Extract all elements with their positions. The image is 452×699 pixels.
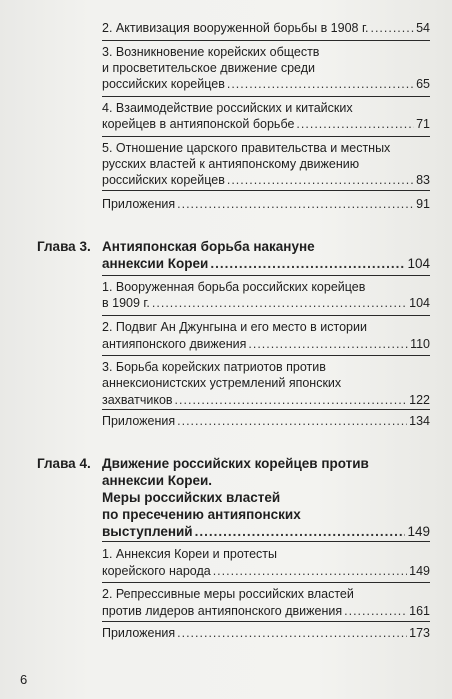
leader-dots [152, 295, 407, 311]
chapter-title: выступлений [102, 524, 193, 539]
toc-page-number: 65 [416, 77, 430, 91]
divider [102, 136, 430, 137]
toc-entry-line [102, 76, 430, 92]
toc-entry-title: 2. Репрессивные меры российских властей [102, 587, 354, 601]
chapter-title-line [102, 255, 430, 272]
toc-entry-line [102, 295, 430, 311]
toc-entry-line [102, 116, 430, 132]
leader-dots [227, 76, 414, 92]
divider [102, 40, 430, 41]
toc-entry-title: антияпонского движения [102, 337, 247, 351]
chapter-title: аннексии Кореи [102, 256, 209, 271]
toc-entry-title: Приложения [102, 626, 176, 640]
toc-entry-title: против лидеров антияпонского движения [102, 604, 343, 618]
divider [102, 355, 430, 356]
toc-entry-line [102, 413, 430, 429]
toc-entry-title: в 1909 г. [102, 296, 150, 310]
toc-entry-title: захватчиков [102, 393, 173, 407]
toc-entry-title: российских корейцев [102, 173, 225, 187]
leader-dots [213, 563, 407, 579]
chapter-title: по пресечению антияпонских [102, 507, 301, 522]
toc-page-number: 104 [409, 296, 430, 310]
toc-entry-title: Приложения [102, 414, 176, 428]
chapter-label: Глава 3. [37, 239, 91, 254]
toc-page-number: 91 [416, 197, 430, 211]
toc-entry-title: 2. Активизация вооруженной борьбы в 1908 г. [102, 21, 369, 35]
leader-dots [175, 392, 408, 408]
toc-entry-title: Приложения [102, 197, 176, 211]
toc-page-number: 173 [409, 626, 430, 640]
chapter-title: аннексии Кореи. [102, 473, 213, 488]
leader-dots [195, 523, 406, 540]
chapter-title: Меры российских властей [102, 490, 281, 505]
toc-page-number: 54 [416, 21, 430, 35]
leader-dots [296, 116, 414, 132]
leader-dots [227, 172, 414, 188]
divider [102, 190, 430, 191]
toc-entry-line [102, 336, 430, 352]
toc-page-number: 71 [416, 117, 430, 131]
toc-entry-line [102, 603, 430, 619]
leader-dots [370, 20, 414, 36]
toc-entry-line [102, 625, 430, 641]
toc-entry-title: аннексионистских устремлений японских [102, 376, 342, 390]
leader-dots [177, 196, 414, 212]
chapter-title: Движение российских корейцев против [102, 456, 369, 471]
toc-entry-line [102, 196, 430, 212]
toc-page-number: 122 [409, 393, 430, 407]
toc-entry-title: русских властей к антияпонскому движению [102, 157, 360, 171]
toc-entry-title: 1. Аннексия Кореи и протесты [102, 547, 278, 561]
toc-page-number: 110 [410, 337, 430, 351]
chapter-title: Антияпонская борьба накануне [102, 239, 315, 254]
toc-page-number: 104 [407, 256, 430, 271]
toc-page-number: 161 [409, 604, 430, 618]
chapter-label: Глава 4. [37, 456, 91, 471]
toc-entry-line [102, 563, 430, 579]
toc-page-number: 83 [416, 173, 430, 187]
toc-entry-title: 2. Подвиг Ан Джунгына и его место в истории [102, 320, 367, 334]
leader-dots [344, 603, 407, 619]
leader-dots [248, 336, 408, 352]
toc-entry-line [102, 392, 430, 408]
toc-entry-line [102, 20, 430, 36]
chapter-title-line [102, 523, 430, 540]
toc-entry-title: 3. Возникновение корейских обществ [102, 45, 320, 59]
divider [102, 315, 430, 316]
divider [102, 96, 430, 97]
toc-entry-title: 5. Отношение царского правительства и местных [102, 141, 391, 155]
toc-entry-title: корейцев в антияпонской борьбе [102, 117, 295, 131]
leader-dots [210, 255, 405, 272]
toc-entry-line [102, 172, 430, 188]
divider [102, 582, 430, 583]
toc-entry-title: 4. Взаимодействие российских и китайских [102, 101, 353, 115]
divider [102, 621, 430, 622]
page-number: 6 [20, 672, 28, 687]
toc-entry-title: российских корейцев [102, 77, 225, 91]
leader-dots [177, 625, 407, 641]
divider [102, 541, 430, 542]
toc-page-number: 134 [409, 414, 430, 428]
leader-dots [177, 413, 407, 429]
toc-page-number: 149 [407, 524, 430, 539]
toc-entry-title: 1. Вооруженная борьба российских корейцев [102, 280, 366, 294]
toc-page-number: 149 [409, 564, 430, 578]
divider [102, 409, 430, 410]
toc-entry-title: корейского народа [102, 564, 211, 578]
divider [102, 275, 430, 276]
toc-entry-title: 3. Борьба корейских патриотов против [102, 360, 326, 374]
toc-entry-title: и просветительское движение среди [102, 61, 315, 75]
